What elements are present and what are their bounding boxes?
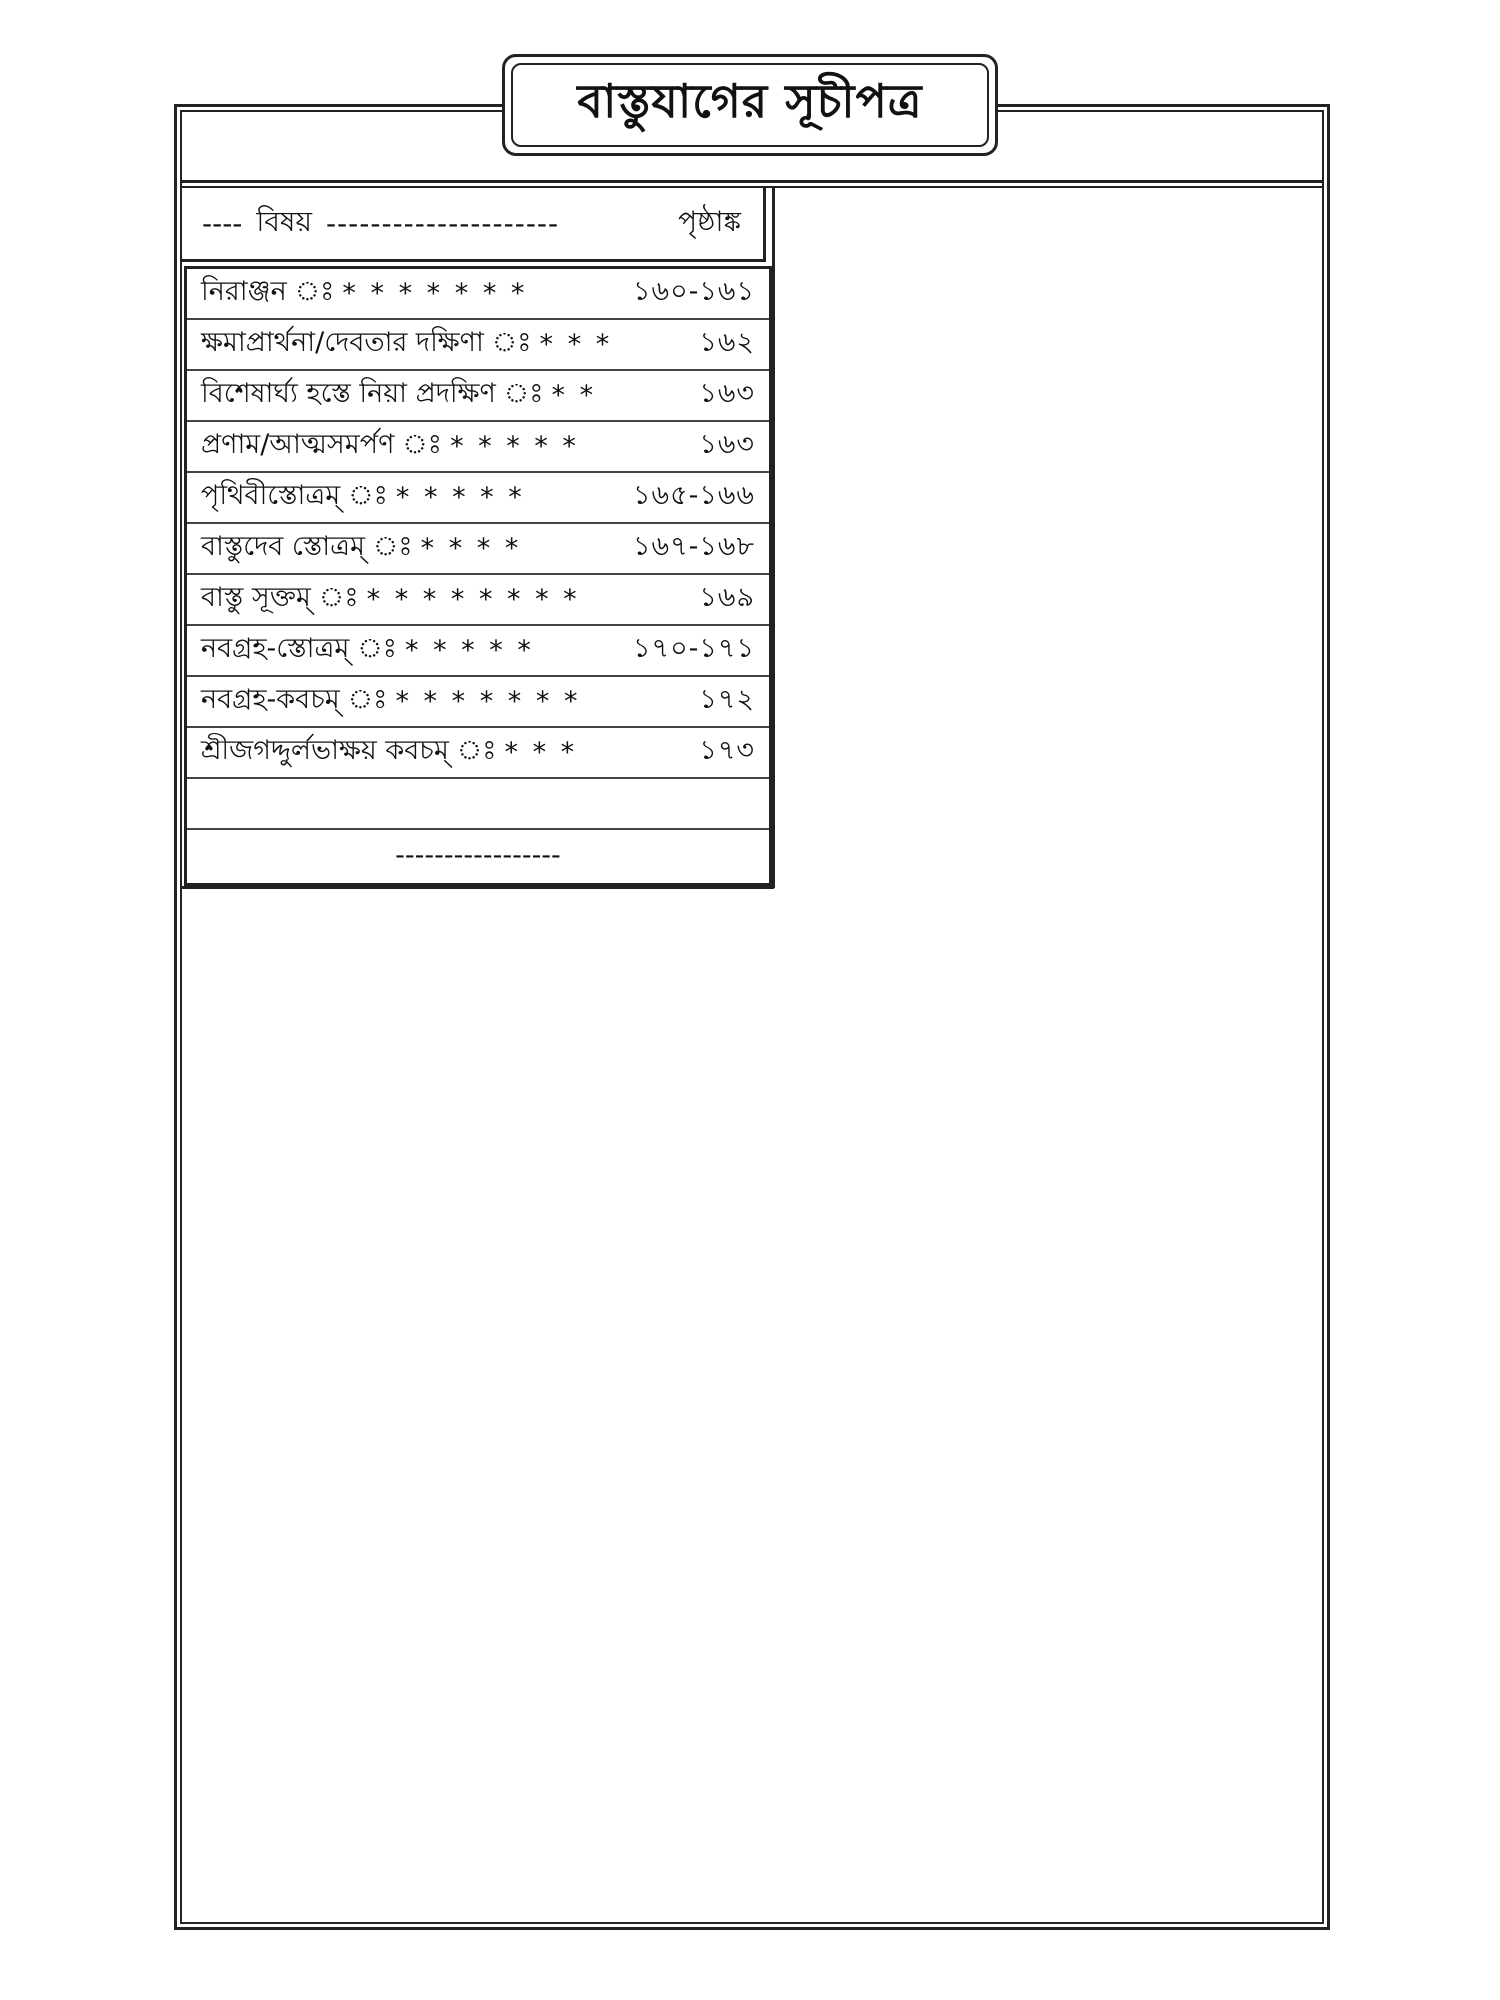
toc-entry-title: ক্ষমাপ্রার্থনা/দেবতার দক্ষিণা <box>201 327 484 358</box>
toc-header-row <box>180 188 766 262</box>
toc-entry-title: পৃথিবীস্তোত্রম্ <box>201 480 341 511</box>
toc-header-dash-left: ---- <box>202 207 243 240</box>
toc-entry-stars: * * * <box>504 737 578 768</box>
toc-entry-page: ১৬২ <box>699 327 755 358</box>
toc-footer-dash: ----------------- <box>395 840 561 871</box>
toc-entry-title: বাস্তুদেব স্তোত্রম্ <box>201 531 365 562</box>
toc-entry-sep: ঃ <box>503 378 544 409</box>
toc-entry-sep: ঃ <box>402 429 443 460</box>
toc-entry-stars: * * * * * <box>405 635 534 666</box>
toc-entry-page: ১৭৩ <box>699 735 755 766</box>
toc-entry-stars: * * * * * * * <box>395 686 581 717</box>
toc-entry-stars: * * * <box>539 329 613 360</box>
toc-row <box>187 524 769 575</box>
toc-entry-sep: ঃ <box>318 582 359 613</box>
toc-entry-sep: ঃ <box>348 480 388 511</box>
toc-entry-sep: ঃ <box>372 531 413 562</box>
toc-entry-title: নিরাঞ্জন <box>201 276 287 307</box>
toc-header-dash-middle: --------------------- <box>325 207 560 240</box>
toc-row <box>187 473 769 524</box>
title-box <box>502 54 998 156</box>
toc-table <box>184 266 772 886</box>
toc-entry-page: ১৬০-১৬১ <box>633 276 755 307</box>
toc-entry-sep: ঃ <box>456 735 497 766</box>
toc-column-divider <box>772 186 775 888</box>
toc-entry-sep: ঃ <box>294 276 335 307</box>
toc-row <box>187 677 769 728</box>
toc-entry-page: ১৭২ <box>699 684 755 715</box>
toc-entry-title: নবগ্রহ-স্তোত্রম্ <box>201 633 350 664</box>
toc-header-page: পৃষ্ঠাঙ্ক <box>678 205 741 238</box>
toc-entry-stars: * * * * <box>420 533 522 564</box>
toc-row <box>187 575 769 626</box>
toc-entry-page: ১৬৩ <box>699 378 755 409</box>
toc-row <box>187 269 769 320</box>
toc-entry-stars: * * <box>551 380 597 411</box>
title-box-inner <box>511 63 989 147</box>
toc-entry-page: ১৬৩ <box>699 429 755 460</box>
toc-entry-title: নবগ্রহ-কবচম্ <box>201 684 340 715</box>
toc-entry-sep: ঃ <box>357 633 398 664</box>
page-title: বাস্তুযাগের সূচীপত্র <box>577 74 923 128</box>
toc-row <box>187 626 769 677</box>
toc-row-empty <box>187 779 769 830</box>
toc-entry-page: ১৬৯ <box>699 582 755 613</box>
toc-entry-stars: * * * * * * * <box>342 278 528 309</box>
toc-entry-stars: * * * * * <box>450 431 579 462</box>
toc-entry-title: বিশেষার্ঘ্য হস্তে নিয়া প্রদক্ষিণ <box>201 378 496 409</box>
toc-row <box>187 728 769 779</box>
toc-entry-page: ১৭০-১৭১ <box>633 633 755 664</box>
toc-row <box>187 422 769 473</box>
toc-entry-title: প্রণাম/আত্মসমর্পণ <box>201 429 395 460</box>
toc-entry-sep: ঃ <box>347 684 388 715</box>
toc-entry-sep: ঃ <box>491 327 532 358</box>
toc-entry-title: শ্রীজগদ্দুর্লভাক্ষয় কবচম্ <box>201 735 449 766</box>
toc-entry-page: ১৬৭-১৬৮ <box>633 531 755 562</box>
toc-entry-title: বাস্তু সূক্তম্ <box>201 582 311 613</box>
toc-row-footer <box>187 830 769 881</box>
toc-entry-page: ১৬৫-১৬৬ <box>633 480 755 511</box>
toc-header-subject: বিষয় <box>256 205 312 238</box>
toc-row <box>187 320 769 371</box>
toc-row <box>187 371 769 422</box>
toc-entry-stars: * * * * * * * * <box>366 584 580 615</box>
header-divider <box>180 180 1324 183</box>
toc-entry-stars: * * * * * <box>395 482 525 513</box>
toc-bottom-divider <box>180 886 774 889</box>
